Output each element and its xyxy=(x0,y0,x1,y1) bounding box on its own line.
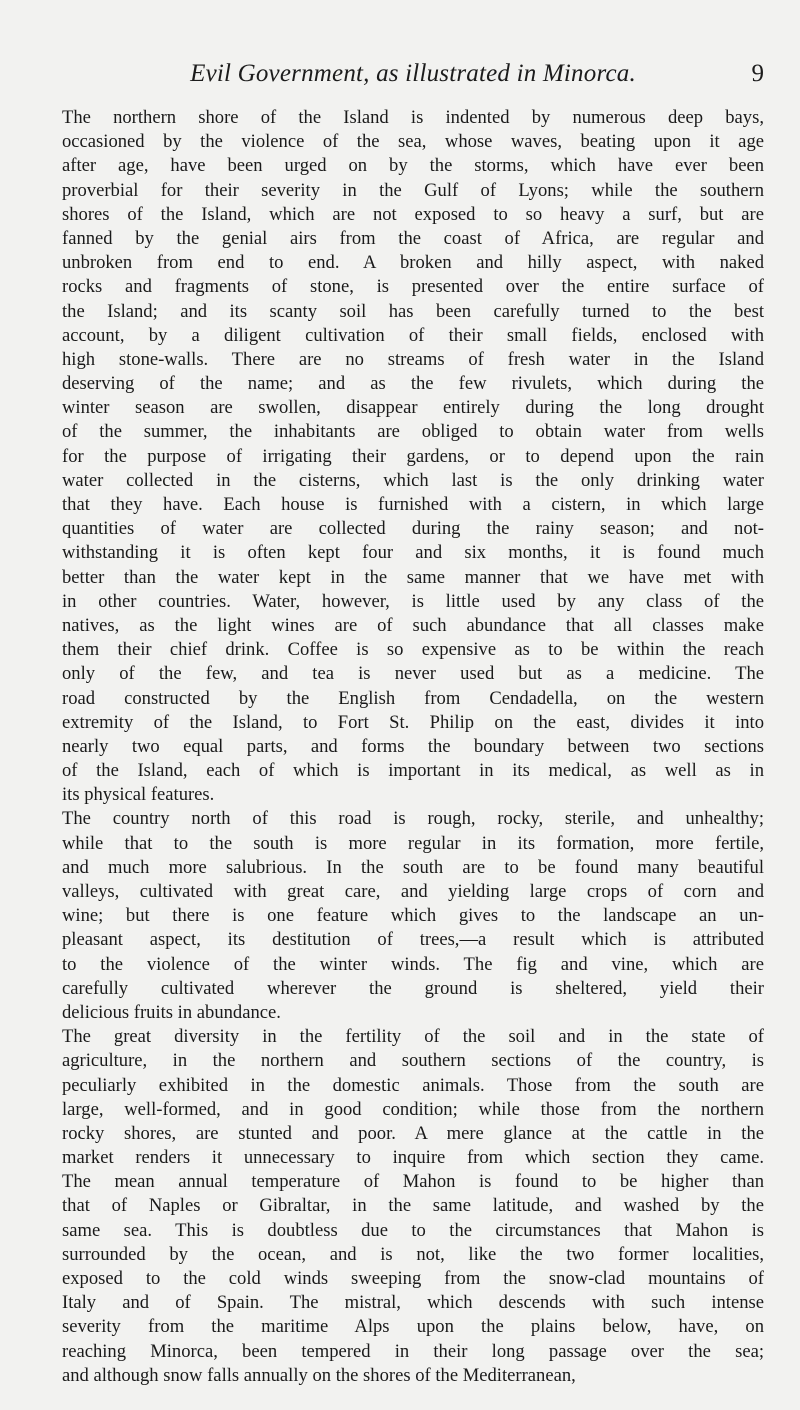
text-line: proverbial for their severity in the Gulf of Lyons; while the southern xyxy=(62,179,764,201)
text-line: rocky shores, are stunted and poor. A mere glance at the cattle in the xyxy=(62,1122,764,1144)
text-line: severity from the maritime Alps upon the plains below, have, on xyxy=(62,1316,764,1338)
text-line: reaching Minorca, been tempered in their long passage over the sea; xyxy=(62,1340,764,1362)
text-line: Italy and of Spain. The mistral, which descends with such intense xyxy=(62,1292,764,1314)
text-line: in other countries. Water, however, is little used by any class of the xyxy=(62,590,764,612)
text-line: the Island; and its scanty soil has been carefully turned to the best xyxy=(62,300,764,322)
text-line: extremity of the Island, to Fort St. Philip on the east, divides it into xyxy=(62,711,764,733)
text-line: occasioned by the violence of the sea, whose waves, beating upon it age xyxy=(62,131,764,153)
text-line: to the violence of the winter winds. The fig and vine, which are xyxy=(62,953,764,975)
text-line: surrounded by the ocean, and is not, like the two former localities, xyxy=(62,1243,764,1265)
text-line: and much more salubrious. In the south are to be found many beautiful xyxy=(62,856,764,878)
text-line: deserving of the name; and as the few rivulets, which during the xyxy=(62,373,764,395)
text-line: water collected in the cisterns, which last is the only drinking water xyxy=(62,469,764,491)
text-line: and although snow falls annually on the shores of the Mediterranean, xyxy=(62,1364,576,1386)
text-line: only of the few, and tea is never used but as a medicine. The xyxy=(62,663,764,685)
text-line: its physical features. xyxy=(62,784,215,806)
text-line: high stone-walls. There are no streams of fresh water in the Island xyxy=(62,348,764,370)
text-line: nearly two equal parts, and forms the boundary between two sections xyxy=(62,735,764,757)
text-line: market renders it unnecessary to inquire from which section they came. xyxy=(62,1147,764,1169)
text-line: shores of the Island, which are not exposed to so heavy a surf, but are xyxy=(62,203,764,225)
page-number: 9 xyxy=(751,60,764,87)
text-line: road constructed by the English from Cendadella, on the western xyxy=(62,687,764,709)
running-title: Evil Government, as illustrated in Minorca. xyxy=(190,60,636,87)
text-line: that of Naples or Gibraltar, in the same latitude, and washed by the xyxy=(62,1195,764,1217)
text-line: same sea. This is doubtless due to the circumstances that Mahon is xyxy=(62,1219,764,1241)
text-line: pleasant aspect, its destitution of trees,—a result which is attributed xyxy=(62,929,764,951)
text-line: unbroken from end to end. A broken and hilly aspect, with naked xyxy=(62,252,764,274)
text-line: them their chief drink. Coffee is so expensive as to be within the reach xyxy=(62,639,764,661)
text-line: carefully cultivated wherever the ground is sheltered, yield their xyxy=(62,977,764,999)
text-line: of the summer, the inhabitants are obliged to obtain water from wells xyxy=(62,421,764,443)
text-line: of the Island, each of which is important in its medical, as well as in xyxy=(62,760,764,782)
text-line: The great diversity in the fertility of the soil and in the state of xyxy=(62,1026,764,1048)
text-line: account, by a diligent cultivation of their small fields, enclosed with xyxy=(62,324,764,346)
text-line: The northern shore of the Island is indented by numerous deep bays, xyxy=(62,107,764,128)
text-line: better than the water kept in the same manner that we have met with xyxy=(62,566,764,588)
text-line: valleys, cultivated with great care, and yielding large crops of corn and xyxy=(62,881,764,902)
text-line: peculiarly exhibited in the domestic animals. Those from the south are xyxy=(62,1074,764,1096)
body-text xyxy=(62,106,764,1388)
text-line: natives, as the light wines are of such abundance that all classes make xyxy=(62,614,764,636)
text-line: fanned by the genial airs from the coast of Africa, are regular and xyxy=(62,227,764,249)
text-line: wine; but there is one feature which gives to the landscape an un- xyxy=(62,905,764,927)
text-line: agriculture, in the northern and southern sections of the country, is xyxy=(62,1050,764,1072)
text-line: withstanding it is often kept four and six months, it is found much xyxy=(62,542,764,564)
text-line: after age, have been urged on by the storms, which have ever been xyxy=(62,155,764,177)
text-line: The country north of this road is rough, rocky, sterile, and unhealthy; xyxy=(62,808,764,830)
text-line: exposed to the cold winds sweeping from the snow-clad mountains of xyxy=(62,1268,764,1289)
text-line: quantities of water are collected during the rainy season; and not- xyxy=(62,518,764,540)
text-line: for the purpose of irrigating their gardens, or to depend upon the rain xyxy=(62,445,764,467)
text-line: that they have. Each house is furnished with a cistern, in which large xyxy=(62,494,764,515)
text-line: The mean annual temperature of Mahon is found to be higher than xyxy=(62,1171,764,1193)
text-line: large, well-formed, and in good condition; while those from the northern xyxy=(62,1098,764,1120)
text-line: winter season are swollen, disappear entirely during the long drought xyxy=(62,397,764,419)
text-line: rocks and fragments of stone, is presented over the entire surface of xyxy=(62,276,764,298)
running-header xyxy=(62,60,764,92)
text-line: delicious fruits in abundance. xyxy=(62,1001,281,1023)
text-line: while that to the south is more regular in its formation, more fertile, xyxy=(62,832,764,854)
